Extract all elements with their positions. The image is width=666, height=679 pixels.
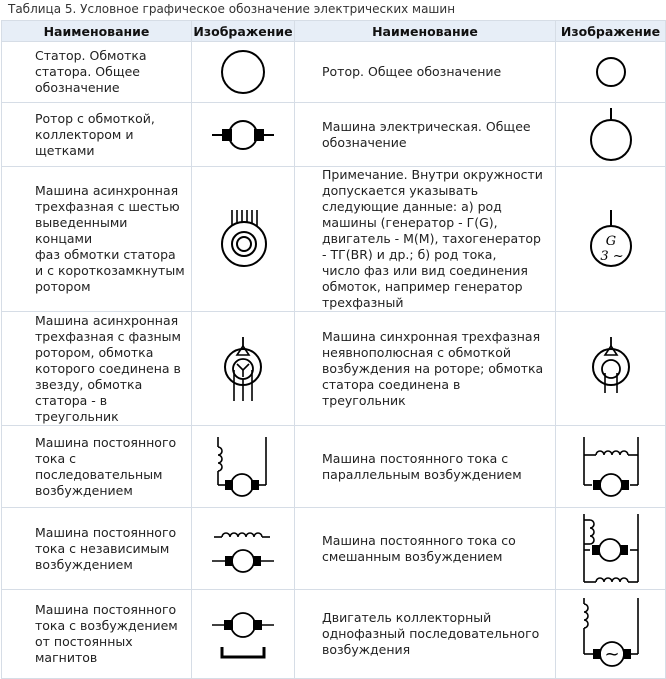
header-name-2: Наименование [295, 21, 556, 42]
electric-machine-icon [581, 106, 641, 164]
ac-series-motor-icon [576, 594, 646, 674]
dc-series-icon [208, 431, 278, 503]
table-row [2, 167, 666, 312]
row7-right-text: Двигатель коллекторный однофазный последовательного возбуждения [295, 590, 556, 679]
row5-right-text: Машина постоянного тока с параллельным возбуждением [295, 426, 556, 508]
row2-left-text: Ротор с обмоткой, коллектором и щетками [2, 103, 192, 167]
row3-left-text: Машина асинхронная трехфазная с шестью выведенными концами фаз обмотки статора и с короткозамкнутым ротором [2, 167, 192, 312]
table-row [2, 103, 666, 167]
sync-machine-icon [581, 333, 641, 405]
table-row [2, 312, 666, 426]
stator-icon [213, 47, 273, 97]
async-wound-rotor-icon [213, 333, 273, 405]
svg-text:G: G [605, 234, 616, 249]
row6-left-text: Машина постоянного тока с независимым возбуждением [2, 508, 192, 590]
row6-right-text: Машина постоянного тока со смешанным возбуждением [295, 508, 556, 590]
table-row [2, 42, 666, 103]
symbols-table [1, 20, 666, 679]
row4-right-text: Машина синхронная трехфазная неявнополюсная с обмоткой возбуждения на роторе; обмотка статора соединена в треугольник [295, 312, 556, 426]
header-row [2, 21, 666, 42]
table-row [2, 590, 666, 679]
row1-left-text: Статор. Обмотка статора. Общее обозначение [2, 42, 192, 103]
row2-right-text: Машина электрическая. Общее обозначение [295, 103, 556, 167]
header-image-1: Изображение [192, 21, 295, 42]
svg-text:3 ~: 3 ~ [599, 249, 624, 264]
async-squirrel-cage-icon [213, 206, 273, 272]
table-caption: Таблица 5. Условное графическое обозначение электрических машин [8, 2, 456, 16]
row4-left-text: Машина асинхронная трехфазная с фазным ротором, обмотка которого соединена в звезду, обмотка статора - в треугольник [2, 312, 192, 426]
rotor-icon [581, 47, 641, 97]
dc-shunt-icon [576, 431, 646, 503]
row1-right-text: Ротор. Общее обозначение [295, 42, 556, 103]
dc-separate-icon [208, 519, 278, 579]
table-row [2, 426, 666, 508]
dc-compound-icon [576, 510, 646, 588]
header-name-1: Наименование [2, 21, 192, 42]
row3-right-text: Примечание. Внутри окружности допускается указывать следующие данные: а) род машины (генератор - Г(G), двигатель - М(M), тахогенератор - ТГ(BR) и др.; б) род тока, число фаз или вид соединения обмоток, например генератор трехфазный [295, 167, 556, 312]
row7-left-text: Машина постоянного тока с возбуждением от постоянных магнитов [2, 590, 192, 679]
row5-left-text: Машина постоянного тока с последовательным возбуждением [2, 426, 192, 508]
generator-3phase-icon [581, 208, 641, 270]
table-row [2, 508, 666, 590]
dc-permanent-magnet-icon [208, 601, 278, 667]
svg-text:~: ~ [603, 644, 620, 665]
rotor-commutator-icon [208, 115, 278, 155]
header-image-2: Изображение [556, 21, 666, 42]
